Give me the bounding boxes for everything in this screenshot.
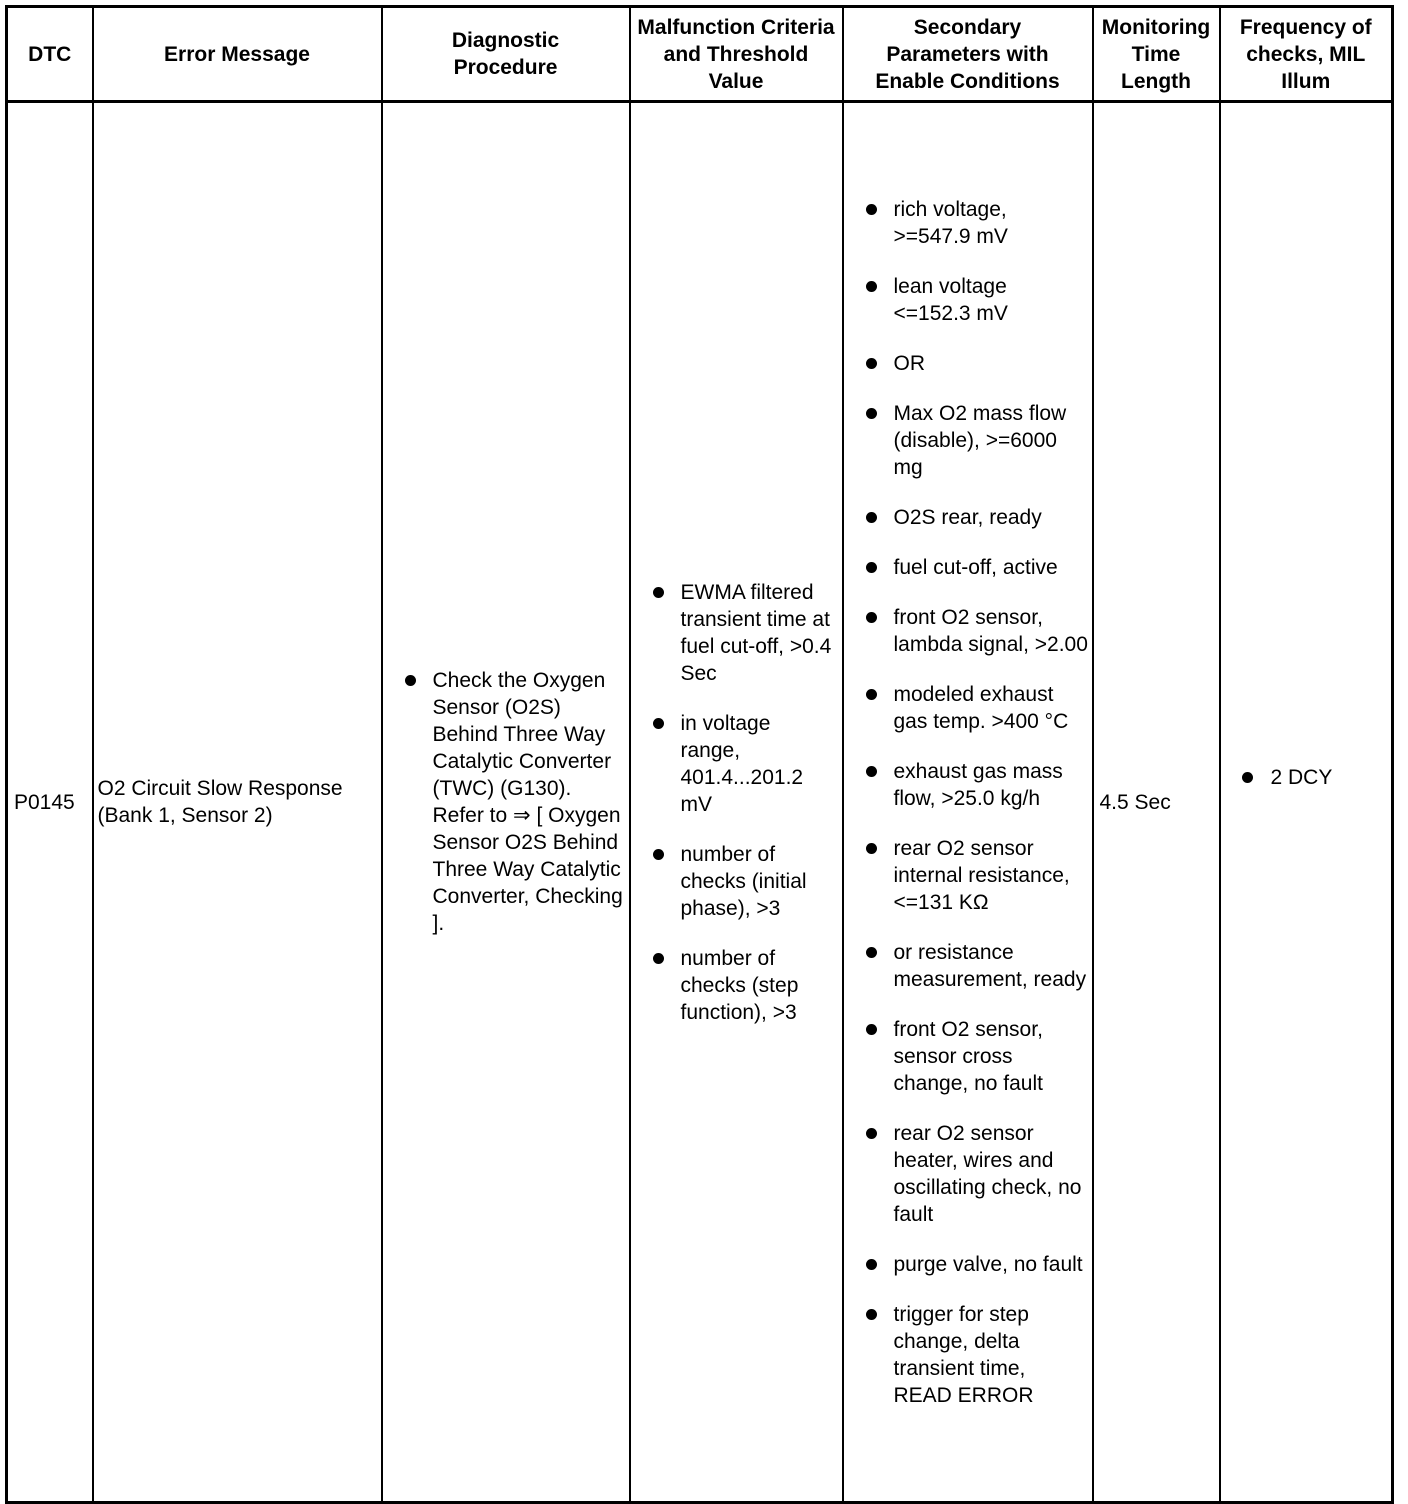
parameter-item: purge valve, no fault [848,1251,1090,1278]
parameter-item: rich voltage, >=547.9 mV [848,196,1090,250]
parameter-item: modeled exhaust gas temp. >400 °C [848,681,1090,735]
header-diagnostic-procedure: Diagnostic Procedure [382,7,630,102]
criteria-item: number of checks (step function), >3 [635,945,832,1026]
dtc-table [5,5,1394,1504]
cell-error-message: O2 Circuit Slow Response (Bank 1, Sensor 2) [93,102,382,1503]
cell-dtc-code: P0145 [7,102,93,1503]
header-malfunction-criteria: Malfunction Criteria and Threshold Value [630,7,843,102]
parameter-item: fuel cut-off, active [848,554,1090,581]
procedure-list [387,667,625,937]
cell-diagnostic-procedure [382,102,630,1503]
parameter-item: O2S rear, ready [848,504,1090,531]
parameter-item: rear O2 sensor internal resistance, <=131 KΩ [848,835,1090,916]
header-monitoring-time: Monitoring Time Length [1093,7,1220,102]
header-frequency: Frequency of checks, MIL Illum [1220,7,1393,102]
cell-monitoring-time: 4.5 Sec [1093,102,1220,1503]
parameter-item: lean voltage <=152.3 mV [848,273,1090,327]
cell-frequency [1220,102,1393,1503]
frequency-item: 2 DCY [1225,764,1388,791]
parameter-item: front O2 sensor, sensor cross change, no fault [848,1016,1090,1097]
parameter-item: front O2 sensor, lambda signal, >2.00 [848,604,1090,658]
parameter-item: Max O2 mass flow (disable), >=6000 mg [848,400,1090,481]
header-secondary-parameters: Secondary Parameters with Enable Conditions [843,7,1093,102]
header-dtc: DTC [7,7,93,102]
table-row [7,102,1393,1503]
parameter-item: rear O2 sensor heater, wires and oscillating check, no fault [848,1120,1090,1228]
criteria-item: number of checks (initial phase), >3 [635,841,832,922]
parameter-item: exhaust gas mass flow, >25.0 kg/h [848,758,1090,812]
criteria-item: in voltage range, 401.4...201.2 mV [635,710,832,818]
dtc-table-container [5,5,1394,1504]
cell-secondary-parameters [843,102,1093,1503]
criteria-list [635,579,832,1026]
cell-malfunction-criteria [630,102,843,1503]
parameter-item: or resistance measurement, ready [848,939,1090,993]
criteria-item: EWMA filtered transient time at fuel cut-off, >0.4 Sec [635,579,832,687]
parameter-item: OR [848,350,1090,377]
parameter-item: trigger for step change, delta transient time, READ ERROR [848,1301,1090,1409]
frequency-list [1225,764,1388,791]
parameters-list [848,196,1090,1409]
procedure-item: Check the Oxygen Sensor (O2S) Behind Three Way Catalytic Converter (TWC) (G130). Refer to ⇒ [ Oxygen Sensor O2S Behind Three Way Catalytic Converter, Checking ]. [387,667,625,937]
header-error-message: Error Message [93,7,382,102]
header-row [7,7,1393,102]
